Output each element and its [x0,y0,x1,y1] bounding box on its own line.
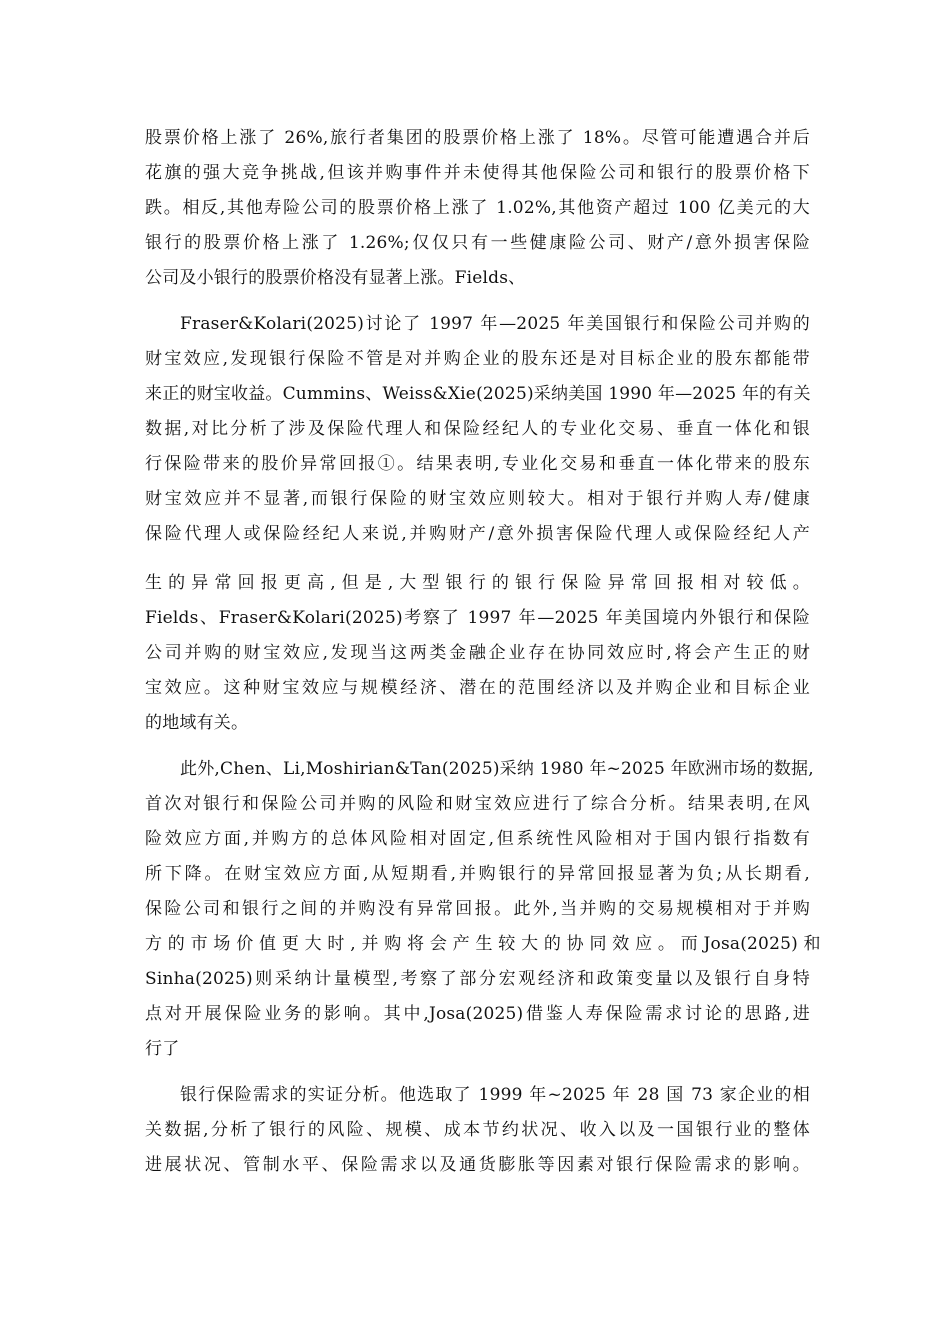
text-line: 财宝效应,发现银行保险不管是对并购企业的股东还是对目标企业的股东都能带 [145,349,810,369]
text-line: 险效应方面,并购方的总体风险相对固定,但系统性风险相对于国内银行指数有 [145,829,810,849]
text-line: 进展状况、管制水平、保险需求以及通货膨胀等因素对银行保险需求的影响。 [145,1155,810,1175]
text-line: 公司及小银行的股票价格没有显著上涨。Fields、 [145,268,526,288]
text-line: 花旗的强大竞争挑战,但该并购事件并未使得其他保险公司和银行的股票价格下 [145,163,810,183]
text-line: 行保险带来的股价异常回报①。结果表明,专业化交易和垂直一体化带来的股东 [145,454,810,474]
text-line: 保险公司和银行之间的并购没有异常回报。此外,当并购的交易规模相对于并购 [145,899,810,919]
text-line: 的地域有关。 [145,713,249,733]
text-line: Fraser&Kolari(2025)讨论了 1997 年—2025 年美国银行和保险公司并购的 [180,314,810,334]
text-line: 行了 [145,1039,180,1059]
text-line: 财宝效应并不显著,而银行保险的财宝效应则较大。相对于银行并购人寿/健康 [145,489,810,509]
text-line: Fields、Fraser&Kolari(2025)考察了 1997 年—2025 年美国境内外银行和保险 [145,608,810,628]
text-line: 保险代理人或保险经纪人来说,并购财产/意外损害保险代理人或保险经纪人产 [145,524,810,544]
text-line: 跌。相反,其他寿险公司的股票价格上涨了 1.02%,其他资产超过 100 亿美元的大 [145,198,810,218]
text-line: 银行保险需求的实证分析。他选取了 1999 年~2025 年 28 国 73 家企业的相 [180,1085,810,1105]
text-line: 数据,对比分析了涉及保险代理人和保险经纪人的专业化交易、垂直一体化和银 [145,419,810,439]
text-line: 公司并购的财宝效应,发现当这两类金融企业存在协同效应时,将会产生正的财 [145,643,810,663]
text-line: 来正的财宝收益。Cummins、Weiss&Xie(2025)采纳美国 1990 年—2025 年的有关 [145,384,811,404]
text-line: Sinha(2025)则采纳计量模型,考察了部分宏观经济和政策变量以及银行自身特 [145,969,810,989]
text-line: 生 的 异 常 回 报 更 高 , 但 是 , 大 型 银 行 的 银 行 保 险 异 常 回 报 相 对 较 低 。 [145,573,810,593]
text-line: 银行的股票价格上涨了 1.26%;仅仅只有一些健康险公司、财产/意外损害保险 [145,233,810,253]
text-line: 股票价格上涨了 26%,旅行者集团的股票价格上涨了 18%。尽管可能遭遇合并后 [145,128,810,148]
text-line: 首次对银行和保险公司并购的风险和财宝效应进行了综合分析。结果表明,在风 [145,794,810,814]
text-line: 方 的 市 场 价 值 更 大 时 , 并 购 将 会 产 生 较 大 的 协 同 效 应 。 而 Josa(2025) 和 [145,934,821,954]
text-line: 点对开展保险业务的影响。其中,Josa(2025)借鉴人寿保险需求讨论的思路,进 [145,1004,810,1024]
text-line: 此外,Chen、Li,Moshirian&Tan(2025)采纳 1980 年~2025 年欧洲市场的数据, [180,759,814,779]
text-line: 所下降。在财宝效应方面,从短期看,并购银行的异常回报显著为负;从长期看, [145,864,810,884]
text-line: 关数据,分析了银行的风险、规模、成本节约状况、收入以及一国银行业的整体 [145,1120,810,1140]
text-line: 宝效应。这种财宝效应与规模经济、潜在的范围经济以及并购企业和目标企业 [145,678,810,698]
